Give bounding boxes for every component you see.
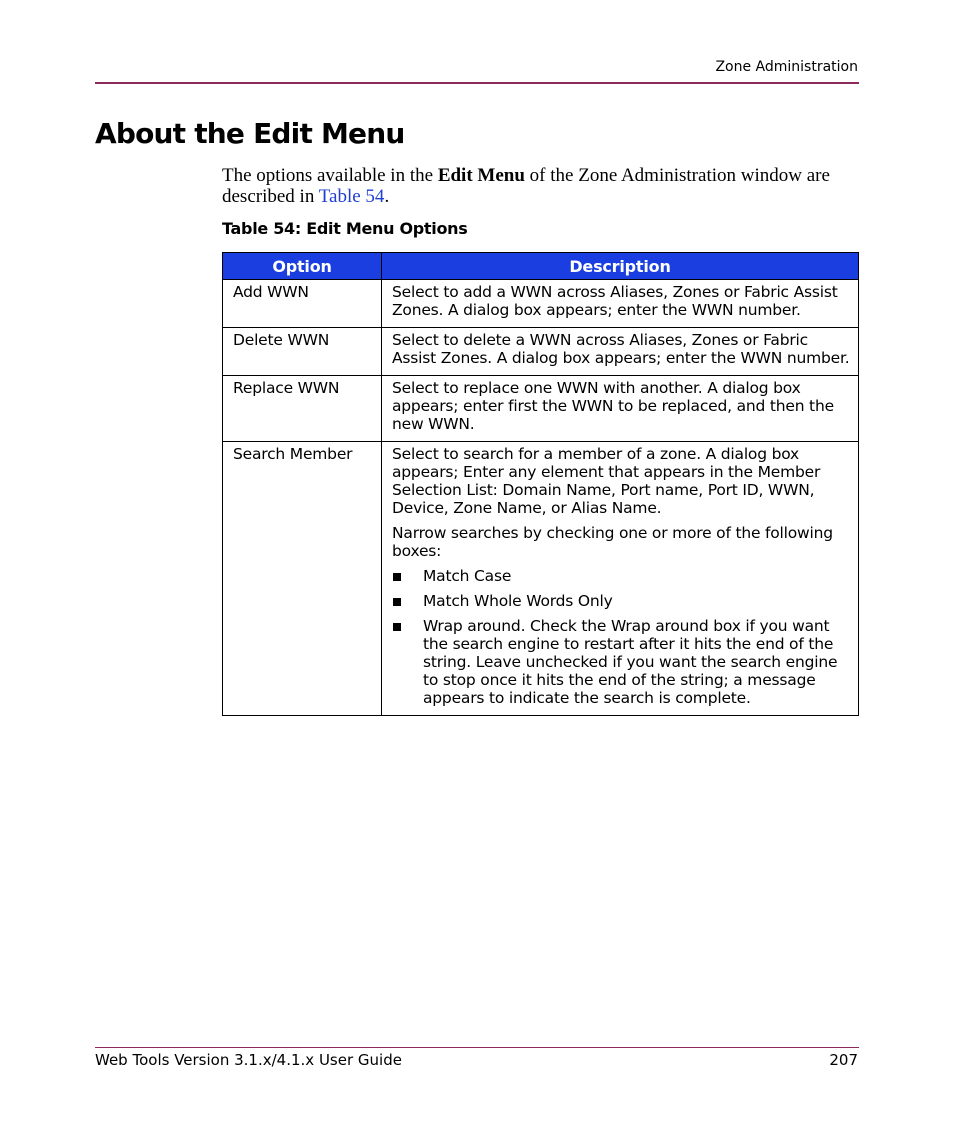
description-text: Select to add a WWN across Aliases, Zones or Fabric Assist Zones. A dialog box appears; enter the WWN number. — [392, 283, 838, 319]
table-row — [223, 328, 859, 376]
list-item — [392, 617, 850, 707]
description-cell — [382, 442, 859, 716]
square-bullet-icon — [393, 598, 401, 606]
description-text: Select to replace one WWN with another. A dialog box appears; enter first the WWN to be replaced, and then the new WWN. — [392, 379, 834, 433]
edit-menu-options-table — [222, 252, 859, 716]
option-cell: Add WWN — [223, 280, 382, 328]
list-item-text: Match Whole Words Only — [423, 592, 613, 610]
square-bullet-icon — [393, 623, 401, 631]
list-item-text: Match Case — [423, 567, 512, 585]
table-row — [223, 376, 859, 442]
option-cell: Delete WWN — [223, 328, 382, 376]
description-text: Select to delete a WWN across Aliases, Zones or Fabric Assist Zones. A dialog box appears; enter the WWN number. — [392, 331, 850, 367]
list-item — [392, 592, 850, 610]
footer-guide-title: Web Tools Version 3.1.x/4.1.x User Guide — [95, 1051, 402, 1069]
description-text: Narrow searches by checking one or more of the following boxes: — [392, 524, 833, 560]
page-number: 207 — [829, 1051, 858, 1069]
search-options-list — [392, 567, 850, 707]
square-bullet-icon — [393, 573, 401, 581]
table-header-row — [223, 253, 859, 280]
intro-text-end: . — [384, 186, 390, 207]
running-header: Zone Administration — [715, 59, 858, 75]
description-text: Select to search for a member of a zone. A dialog box appears; Enter any element that appears in the Member Selection List: Domain Name, Port name, Port ID, WWN, Device, Zone Name, or Alias Name. — [392, 445, 821, 517]
section-title: About the Edit Menu — [95, 117, 405, 150]
table-caption: Table 54: Edit Menu Options — [222, 219, 468, 238]
description-cell — [382, 280, 859, 328]
intro-text-start: The options available in the — [222, 165, 438, 186]
intro-bold-term: Edit Menu — [437, 165, 525, 186]
column-header-description: Description — [382, 253, 859, 280]
option-cell: Search Member — [223, 442, 382, 716]
description-cell — [382, 376, 859, 442]
description-cell — [382, 328, 859, 376]
list-item-text: Wrap around. Check the Wrap around box if you want the search engine to restart after it hits the end of the string. Leave unchecked if you want the search engine to stop once it hits the end of the string; a message appears to indicate the search is complete. — [423, 617, 838, 707]
footer-rule — [95, 1047, 859, 1048]
table-row — [223, 442, 859, 716]
table-row — [223, 280, 859, 328]
column-header-option: Option — [223, 253, 382, 280]
intro-text-middle: of the Zone Administration window are described in — [222, 165, 830, 207]
option-cell: Replace WWN — [223, 376, 382, 442]
table-54-link[interactable]: Table 54 — [318, 186, 385, 207]
intro-paragraph — [222, 165, 852, 207]
header-rule — [95, 82, 859, 84]
list-item — [392, 567, 850, 585]
